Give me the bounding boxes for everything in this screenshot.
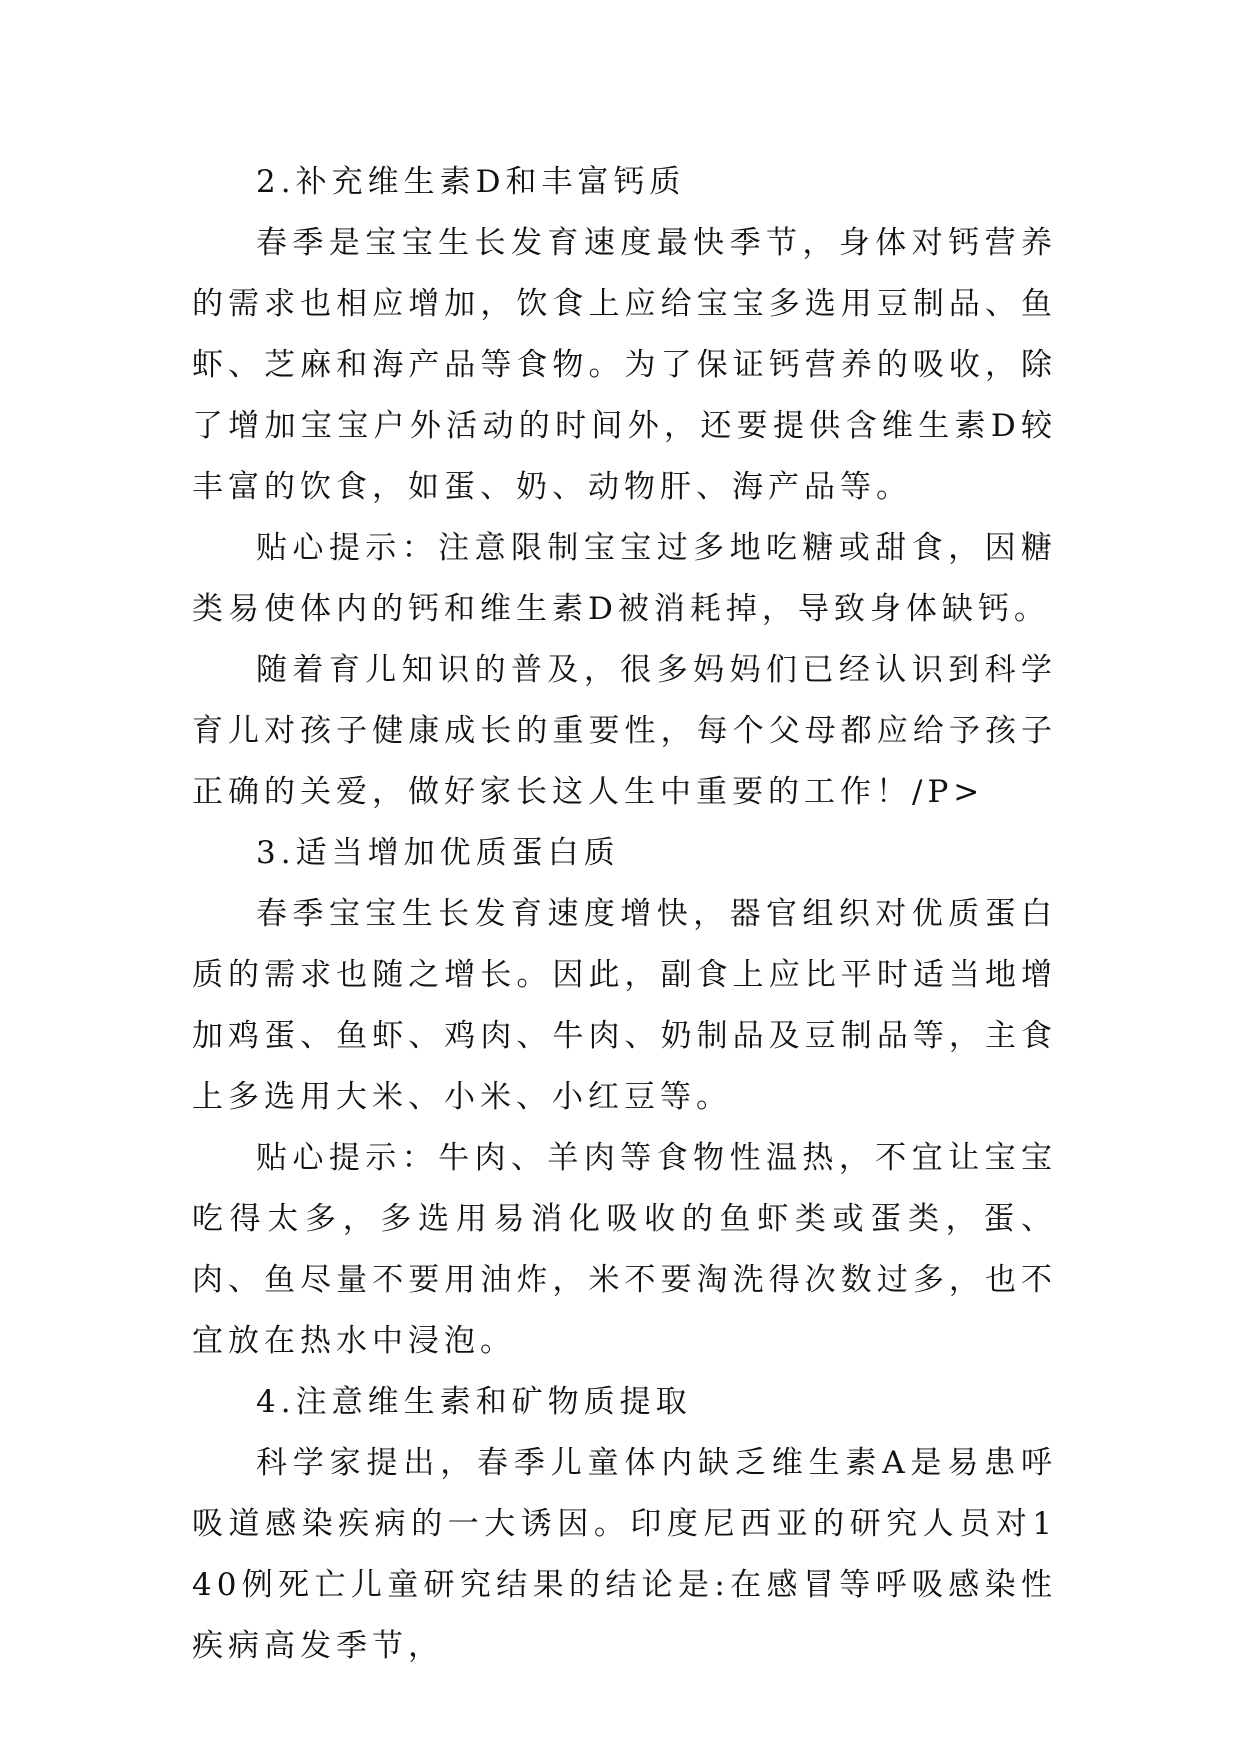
body-paragraph: 科学家提出，春季儿童体内缺乏维生素A是易患呼吸道感染疾病的一大诱因。印度尼西亚的研究人员对140例死亡儿童研究结果的结论是:在感冒等呼吸感染性疾病高发季节， [192,1445,1057,1664]
document-page [192,152,1057,1677]
heading-calcium-vitamin-d: 2.补充维生素D和丰富钙质 [256,164,686,200]
body-paragraph: 随着育儿知识的普及，很多妈妈们已经认识到科学育儿对孩子健康成长的重要性，每个父母都应给予孩子正确的关爱，做好家长这人生中重要的工作！/P> [192,652,1057,810]
heading-vitamins-minerals: 4.注意维生素和矿物质提取 [256,1384,692,1420]
body-paragraph: 春季是宝宝生长发育速度最快季节，身体对钙营养的需求也相应增加，饮食上应给宝宝多选用豆制品、鱼虾、芝麻和海产品等食物。为了保证钙营养的吸收，除了增加宝宝户外活动的时间外，还要提供含维生素D较丰富的饮食，如蛋、奶、动物肝、海产品等。 [192,225,1057,505]
tip-paragraph: 贴心提示：注意限制宝宝过多地吃糖或甜食，因糖类易使体内的钙和维生素D被消耗掉，导致身体缺钙。 [192,530,1057,627]
body-paragraph: 春季宝宝生长发育速度增快，器官组织对优质蛋白质的需求也随之增长。因此，副食上应比平时适当地增加鸡蛋、鱼虾、鸡肉、牛肉、奶制品及豆制品等，主食上多选用大米、小米、小红豆等。 [192,896,1057,1115]
heading-protein: 3.适当增加优质蛋白质 [256,835,620,871]
tip-paragraph: 贴心提示：牛肉、羊肉等食物性温热，不宜让宝宝吃得太多，多选用易消化吸收的鱼虾类或蛋类，蛋、肉、鱼尽量不要用油炸，米不要淘洗得次数过多，也不宜放在热水中浸泡。 [192,1140,1057,1359]
